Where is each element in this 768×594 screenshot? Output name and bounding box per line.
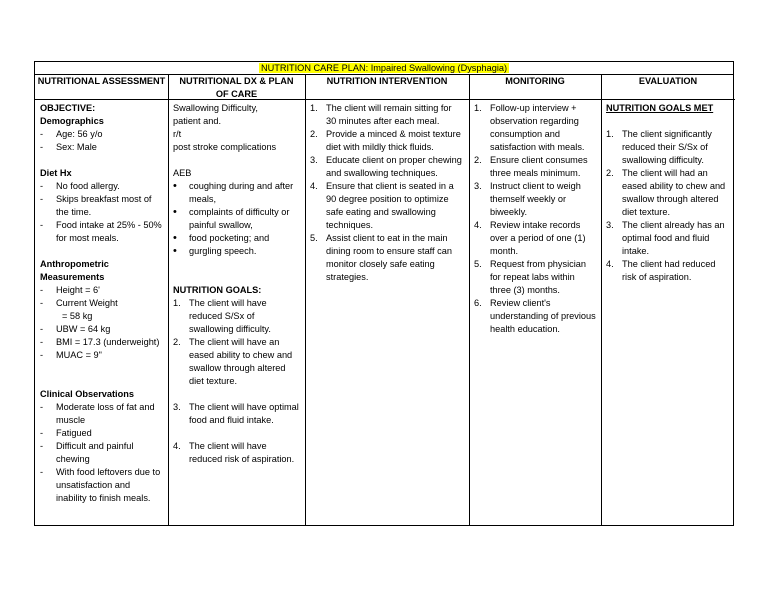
header-assessment: NUTRITIONAL ASSESSMENT xyxy=(35,74,168,100)
list-item: - Sex: Male xyxy=(40,141,163,154)
current-weight-value: = 58 kg xyxy=(62,311,93,321)
nutrition-goals-list xyxy=(173,297,300,388)
list-item: 5. Request from physician for repeat labs within three (3) months. xyxy=(474,259,587,295)
monitoring-list xyxy=(474,102,596,336)
assessment-column xyxy=(35,100,168,525)
intervention-list xyxy=(310,102,464,284)
objective-label: OBJECTIVE: xyxy=(40,103,96,113)
header-dx-plan: NUTRITIONAL DX & PLAN OF CARE xyxy=(168,74,305,100)
list-item: - UBW = 64 kg xyxy=(40,323,163,336)
list-item: 4. The client will have reduced risk of aspiration. xyxy=(173,441,295,464)
list-item: - MUAC = 9" xyxy=(40,349,163,362)
list-item: - Difficult and painful chewing xyxy=(40,440,163,466)
list-item: - Age: 56 y/o xyxy=(40,128,163,141)
dx-problem: Swallowing Difficulty, xyxy=(173,103,258,113)
demographics-heading: Demographics xyxy=(40,116,104,126)
list-item: 4. Review intake records over a period of one (1) month. xyxy=(474,220,586,256)
header-evaluation: EVALUATION xyxy=(601,74,735,100)
header-intervention: NUTRITION INTERVENTION xyxy=(305,74,469,100)
clinical-observations-heading: Clinical Observations xyxy=(40,389,134,399)
dx-plan-column xyxy=(168,100,305,525)
list-item: 2. Provide a minced & moist texture diet with mildly thick fluids. xyxy=(310,129,461,152)
clinical-observations-list xyxy=(40,401,163,505)
nutrition-care-plan-table xyxy=(34,61,734,526)
list-item: • food pocketing; and xyxy=(173,232,300,245)
aeb-list xyxy=(173,180,300,258)
list-item: 1. The client will have reduced S/Sx of swallowing difficulty. xyxy=(173,298,271,334)
list-item xyxy=(40,297,163,323)
diet-hx-heading: Diet Hx xyxy=(40,168,72,178)
list-item: - With food leftovers due to unsatisfaction and inability to finish meals. xyxy=(40,466,163,505)
list-item: 3. The client will have optimal food and fluid intake. xyxy=(173,402,299,425)
list-item: • gurgling speech. xyxy=(173,245,300,258)
aeb-label: AEB xyxy=(173,168,192,178)
diet-hx-list xyxy=(40,180,163,245)
list-item: 6. Review client's understanding of previous health education. xyxy=(474,298,596,334)
list-item: - Skips breakfast most of the time. xyxy=(40,193,163,219)
list-item: 3. Instruct client to weigh themself weekly or biweekly. xyxy=(474,181,581,217)
list-item: - Moderate loss of fat and muscle xyxy=(40,401,163,427)
evaluation-list xyxy=(606,128,730,284)
list-item: 3. The client already has an optimal food and fluid intake. xyxy=(606,220,725,256)
goals-met-heading: NUTRITION GOALS MET xyxy=(606,103,714,113)
list-item: 4. Ensure that client is seated in a 90 degree position to optimize safe eating and swallowing techniques. xyxy=(310,181,454,230)
list-item: 3. Educate client on proper chewing and swallowing techniques. xyxy=(310,155,462,178)
anthropometric-list xyxy=(40,284,163,362)
dx-related-to: r/t xyxy=(173,129,182,139)
monitoring-column xyxy=(469,100,601,525)
list-item: - BMI = 17.3 (underweight) xyxy=(40,336,163,349)
nutrition-goals-heading: NUTRITION GOALS: xyxy=(173,285,262,295)
dx-patient: patient and. xyxy=(173,116,222,126)
list-item: • complaints of difficulty or painful swallow, xyxy=(173,206,300,232)
list-item: • coughing during and after meals, xyxy=(173,180,300,206)
list-item: 1. Follow-up interview + observation regarding consumption and satisfaction with meals. xyxy=(474,103,585,152)
list-item: 2. Ensure client consumes three meals minimum. xyxy=(474,155,588,178)
list-item: - Food intake at 25% - 50% for most meals. xyxy=(40,219,163,245)
list-item: 5. Assist client to eat in the main dining room to ensure staff can monitor closely safe eating strategies. xyxy=(310,233,452,282)
list-item: - No food allergy. xyxy=(40,180,163,193)
intervention-column xyxy=(305,100,469,525)
list-item: - Fatigued xyxy=(40,427,163,440)
table-title: NUTRITION CARE PLAN: Impaired Swallowing (Dysphagia) xyxy=(260,63,508,73)
anthropometric-heading: Anthropometric Measurements xyxy=(40,259,109,282)
list-item: 1. The client will remain sitting for 30 minutes after each meal. xyxy=(310,103,452,126)
list-item: 1. The client significantly reduced their S/Sx of swallowing difficulty. xyxy=(606,129,712,165)
list-item: 2. The client will had an eased ability to chew and swallow through altered diet texture. xyxy=(606,168,726,217)
evaluation-column xyxy=(601,100,735,525)
header-monitoring: MONITORING xyxy=(469,74,601,100)
demographics-list xyxy=(40,128,163,154)
current-weight-label: Current Weight xyxy=(56,298,118,308)
list-item: - Height = 6' xyxy=(40,284,163,297)
list-item: 4. The client had reduced risk of aspiration. xyxy=(606,259,716,282)
dx-etiology: post stroke complications xyxy=(173,142,277,152)
list-item: 2. The client will have an eased ability to chew and swallow through altered diet texture. xyxy=(173,337,293,386)
